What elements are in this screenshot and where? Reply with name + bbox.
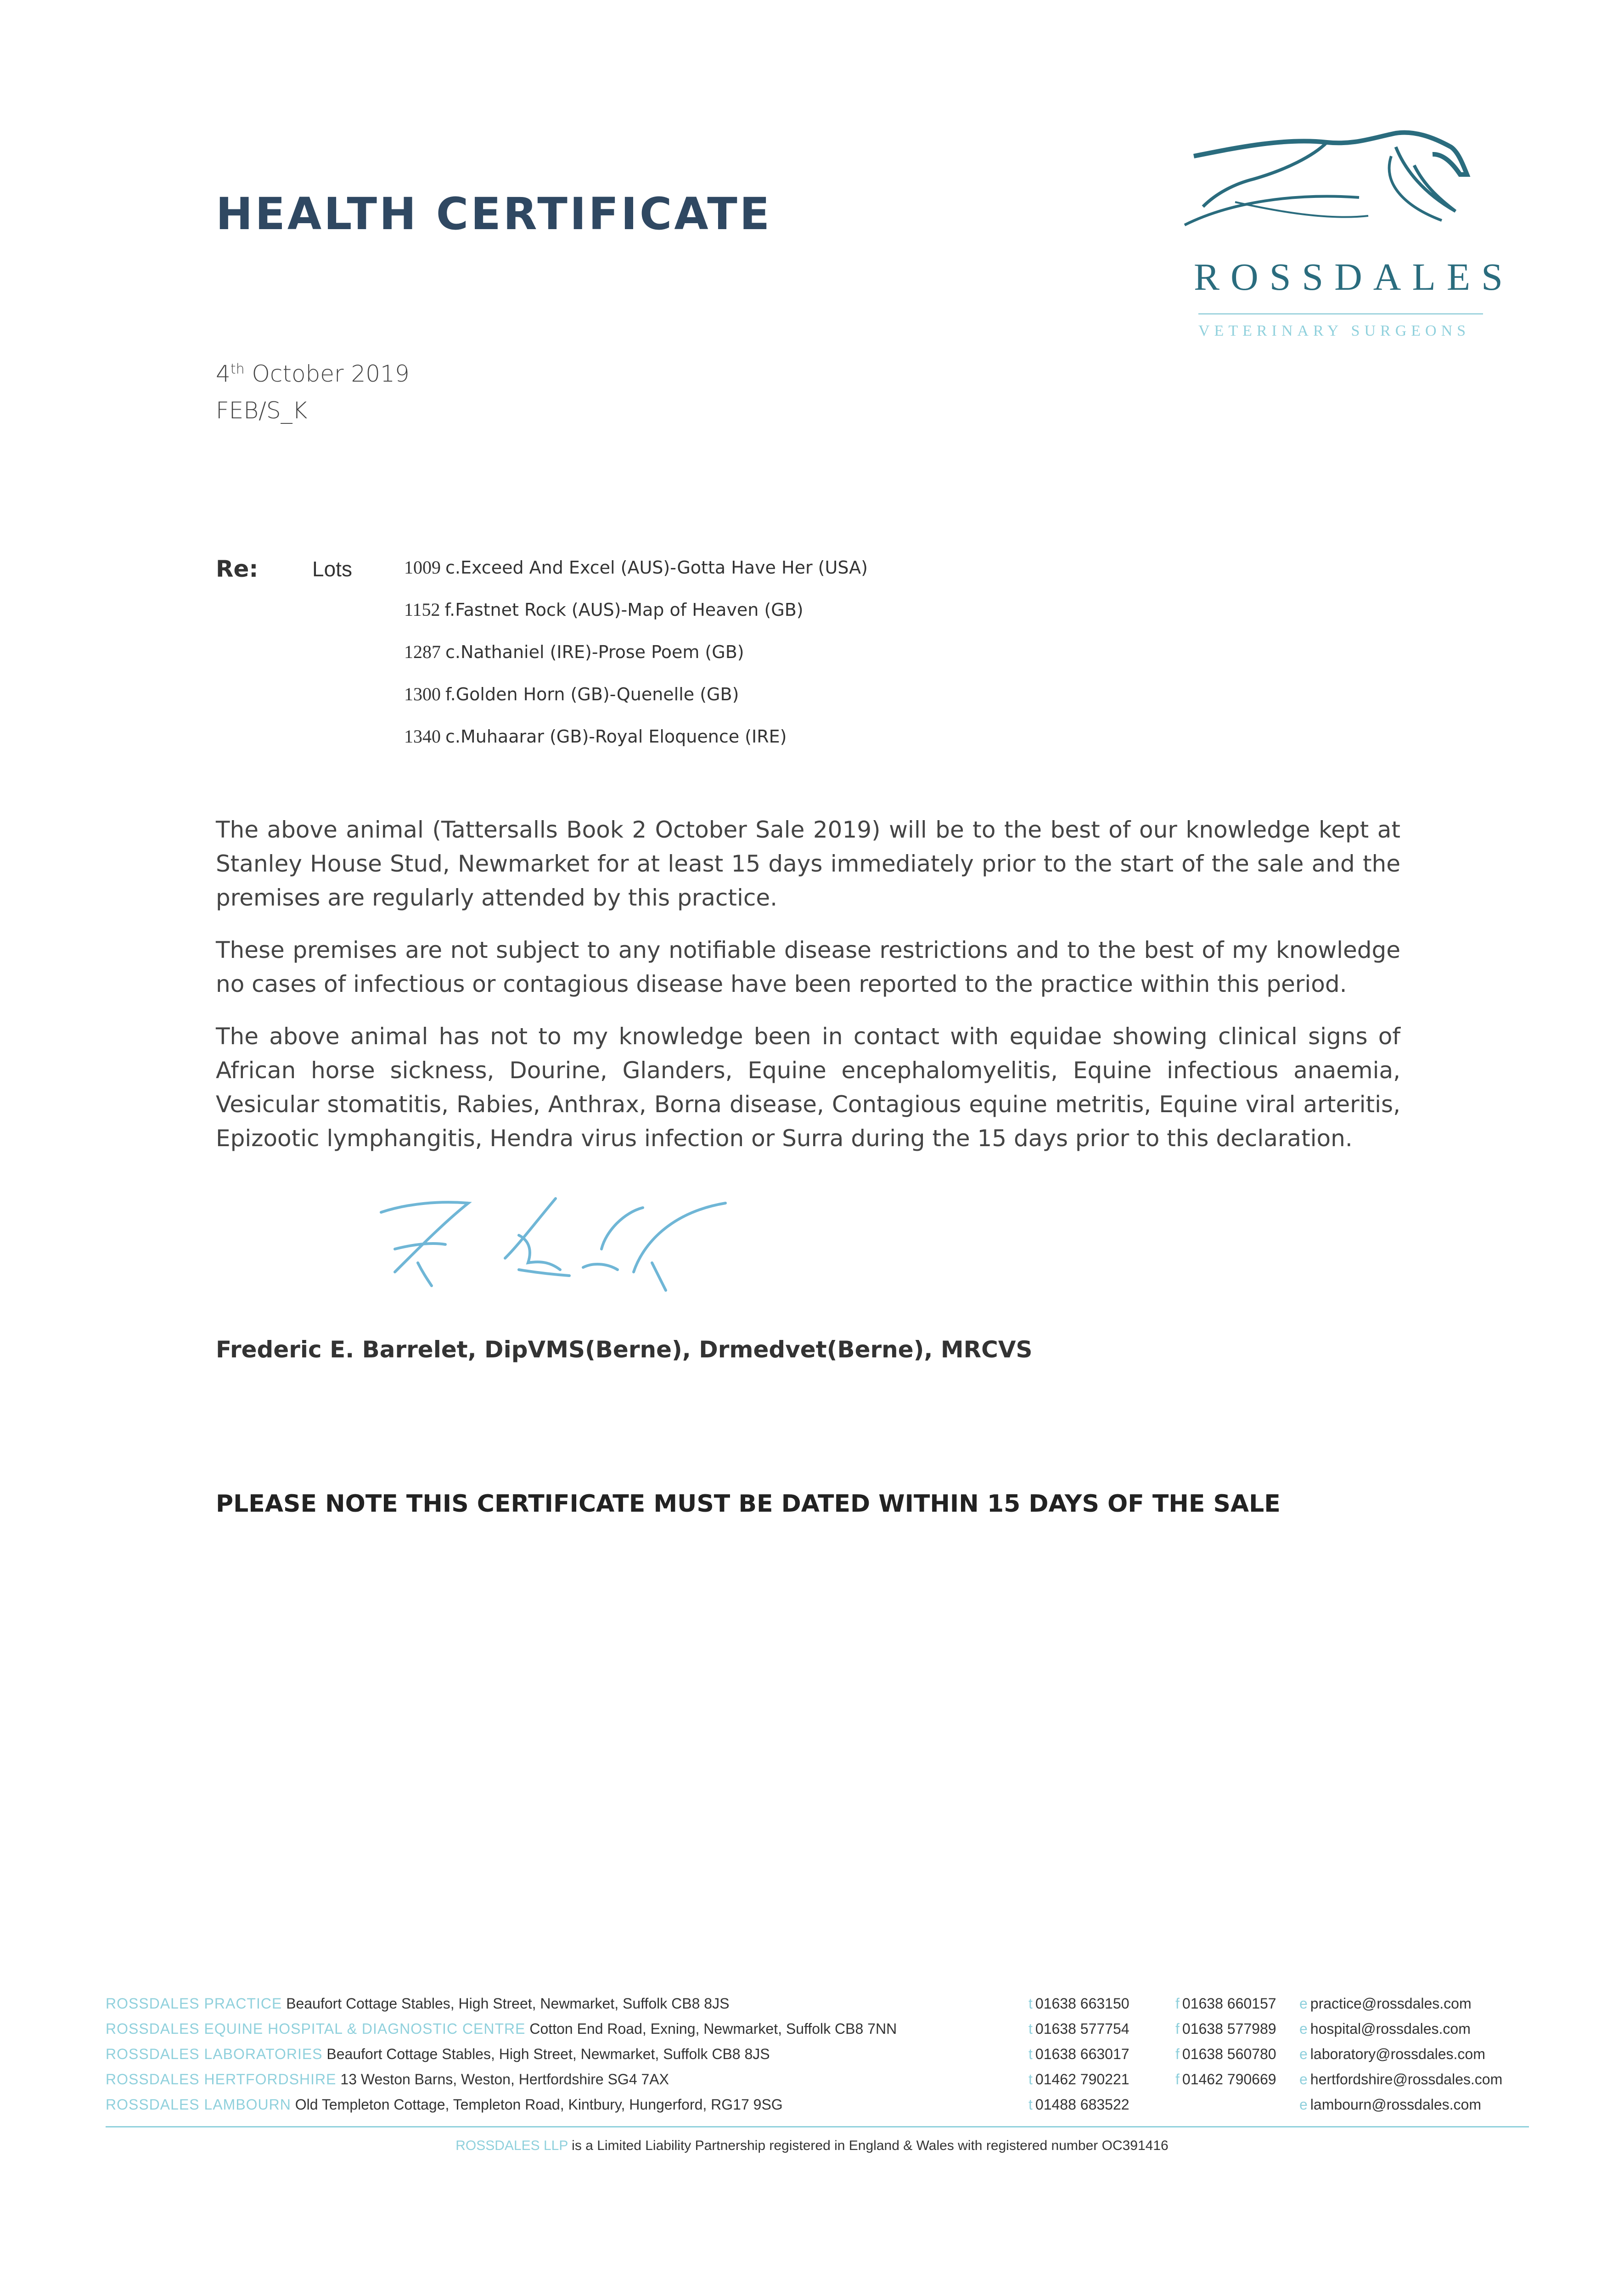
reference-code: FEB/S_K — [216, 397, 308, 424]
footer-address: Beaufort Cottage Stables, High Street, Newmarket, Suffolk CB8 8JS — [326, 2046, 770, 2062]
tel-prefix: t — [1028, 2046, 1033, 2062]
footer-email[interactable] — [1299, 2020, 1471, 2037]
lot-name: f.Golden Horn (GB)-Quenelle (GB) — [445, 684, 739, 704]
tel-number: 01638 663017 — [1035, 2046, 1129, 2062]
tel-number: 01462 790221 — [1035, 2071, 1129, 2088]
footer-row — [106, 2046, 770, 2063]
lot-item — [404, 726, 787, 747]
footer-fax — [1175, 2071, 1276, 2088]
footer-tel — [1028, 2071, 1129, 2088]
tel-number: 01638 663150 — [1035, 1995, 1129, 2012]
lot-item — [404, 641, 744, 663]
lot-item — [404, 599, 804, 620]
footer-address: Beaufort Cottage Stables, High Street, Newmarket, Suffolk CB8 8JS — [286, 1995, 730, 2012]
tel-prefix: t — [1028, 2071, 1033, 2088]
email-prefix: e — [1299, 2020, 1308, 2037]
lot-name: f.Fastnet Rock (AUS)-Map of Heaven (GB) — [444, 600, 804, 620]
footer-address: Cotton End Road, Exning, Newmarket, Suffolk CB8 7NN — [529, 2020, 897, 2037]
footer-row — [106, 2071, 669, 2088]
footer-division: ROSSDALES PRACTICE — [106, 1995, 282, 2012]
lot-number: 1340 — [404, 726, 441, 747]
footer-divider — [106, 2126, 1529, 2127]
footer-division: ROSSDALES HERTFORDSHIRE — [106, 2071, 337, 2088]
llp-registration — [0, 2138, 1624, 2154]
signer-name: Frederic E. Barrelet, DipVMS(Berne), Drmedvet(Berne), MRCVS — [216, 1336, 1033, 1363]
lot-number: 1287 — [404, 642, 441, 662]
email-address[interactable]: hertfordshire@rossdales.com — [1310, 2071, 1503, 2088]
footer-division: ROSSDALES EQUINE HOSPITAL & DIAGNOSTIC CENTRE — [106, 2020, 526, 2037]
footer-division: ROSSDALES LABORATORIES — [106, 2046, 323, 2062]
document-title: HEALTH CERTIFICATE — [216, 188, 772, 240]
footer-fax — [1175, 1995, 1276, 2012]
horse-logo-icon — [1175, 129, 1497, 349]
footer-tel — [1028, 2096, 1129, 2113]
email-address[interactable]: hospital@rossdales.com — [1310, 2020, 1471, 2037]
lot-number: 1009 — [404, 557, 441, 578]
footer-fax — [1175, 2020, 1276, 2037]
dating-notice: PLEASE NOTE THIS CERTIFICATE MUST BE DATED WITHIN 15 DAYS OF THE SALE — [216, 1490, 1281, 1518]
footer-row — [106, 2096, 783, 2113]
paragraph-disease-contact: The above animal has not to my knowledge been in contact with equidae showing clinical signs of African horse sickness, Dourine, Glanders, Equine encephalomyelitis, Equine infectious anaemia, Vesicular stomatitis, Rabies, Anthrax, Borna disease, Contagious equine metritis, Equine viral arteritis, Epizootic lymphangitis, Hendra virus infection or Surra during the 15 days prior to this declaration. — [216, 1023, 1400, 1152]
footer-email[interactable] — [1299, 2046, 1485, 2063]
email-prefix: e — [1299, 2071, 1308, 2088]
email-address[interactable]: lambourn@rossdales.com — [1310, 2096, 1481, 2113]
fax-prefix: f — [1175, 1995, 1180, 2012]
footer-tel — [1028, 2020, 1129, 2037]
fax-number: 01462 790669 — [1182, 2071, 1276, 2088]
footer-address: Old Templeton Cottage, Templeton Road, Kintbury, Hungerford, RG17 9SG — [295, 2096, 783, 2113]
fax-prefix: f — [1175, 2071, 1180, 2088]
lot-name: c.Nathaniel (IRE)-Prose Poem (GB) — [445, 642, 744, 662]
footer-email[interactable] — [1299, 1995, 1472, 2012]
footer-tel — [1028, 2046, 1129, 2063]
lot-name: c.Exceed And Excel (AUS)-Gotta Have Her (USA) — [445, 557, 868, 578]
footer-email[interactable] — [1299, 2096, 1481, 2113]
footer-tel — [1028, 1995, 1129, 2012]
lot-number: 1300 — [404, 684, 441, 704]
email-address[interactable]: laboratory@rossdales.com — [1310, 2046, 1485, 2062]
footer-fax — [1175, 2046, 1276, 2063]
email-prefix: e — [1299, 2096, 1308, 2113]
certificate-date — [216, 360, 410, 387]
date-suffix: th — [230, 361, 245, 377]
footer-email[interactable] — [1299, 2071, 1502, 2088]
logo-divider — [1198, 313, 1483, 315]
date-month-year: October 2019 — [252, 360, 410, 387]
lot-item — [404, 683, 739, 705]
llp-text: is a Limited Liability Partnership registered in England & Wales with registered number OC391416 — [572, 2138, 1169, 2153]
re-label: Re: — [216, 556, 258, 582]
paragraph-restrictions: These premises are not subject to any notifiable disease restrictions and to the best of my knowledge no cases of infectious or contagious disease have been reported to the practice within this period. — [216, 937, 1400, 997]
date-day: 4 — [216, 360, 230, 387]
tel-number: 01488 683522 — [1035, 2096, 1129, 2113]
footer-division: ROSSDALES LAMBOURN — [106, 2096, 291, 2113]
signature-mark — [367, 1194, 781, 1300]
fax-number: 01638 660157 — [1182, 1995, 1276, 2012]
email-address[interactable]: practice@rossdales.com — [1310, 1995, 1472, 2012]
footer-row — [106, 1995, 729, 2012]
footer-address: 13 Weston Barns, Weston, Hertfordshire SG4 7AX — [340, 2071, 669, 2088]
llp-name: ROSSDALES LLP — [455, 2138, 568, 2153]
tel-prefix: t — [1028, 2096, 1033, 2113]
lot-item — [404, 557, 868, 578]
fax-number: 01638 577989 — [1182, 2020, 1276, 2037]
fax-number: 01638 560780 — [1182, 2046, 1276, 2062]
fax-prefix: f — [1175, 2020, 1180, 2037]
email-prefix: e — [1299, 1995, 1308, 2012]
footer-row — [106, 2020, 897, 2037]
logo-tagline: VETERINARY SURGEONS — [1198, 322, 1471, 339]
paragraph-premises: The above animal (Tattersalls Book 2 October Sale 2019) will be to the best of our knowledge kept at Stanley House Stud, Newmarket for at least 15 days immediately prior to the start of the sale and the premises are regularly attended by this practice. — [216, 816, 1400, 911]
lots-label: Lots — [312, 557, 352, 581]
tel-number: 01638 577754 — [1035, 2020, 1129, 2037]
fax-prefix: f — [1175, 2046, 1180, 2062]
tel-prefix: t — [1028, 1995, 1033, 2012]
email-prefix: e — [1299, 2046, 1308, 2062]
lot-name: c.Muhaarar (GB)-Royal Eloquence (IRE) — [445, 726, 787, 747]
lot-number: 1152 — [404, 599, 440, 620]
logo-wordmark: ROSSDALES — [1194, 256, 1514, 298]
tel-prefix: t — [1028, 2020, 1033, 2037]
